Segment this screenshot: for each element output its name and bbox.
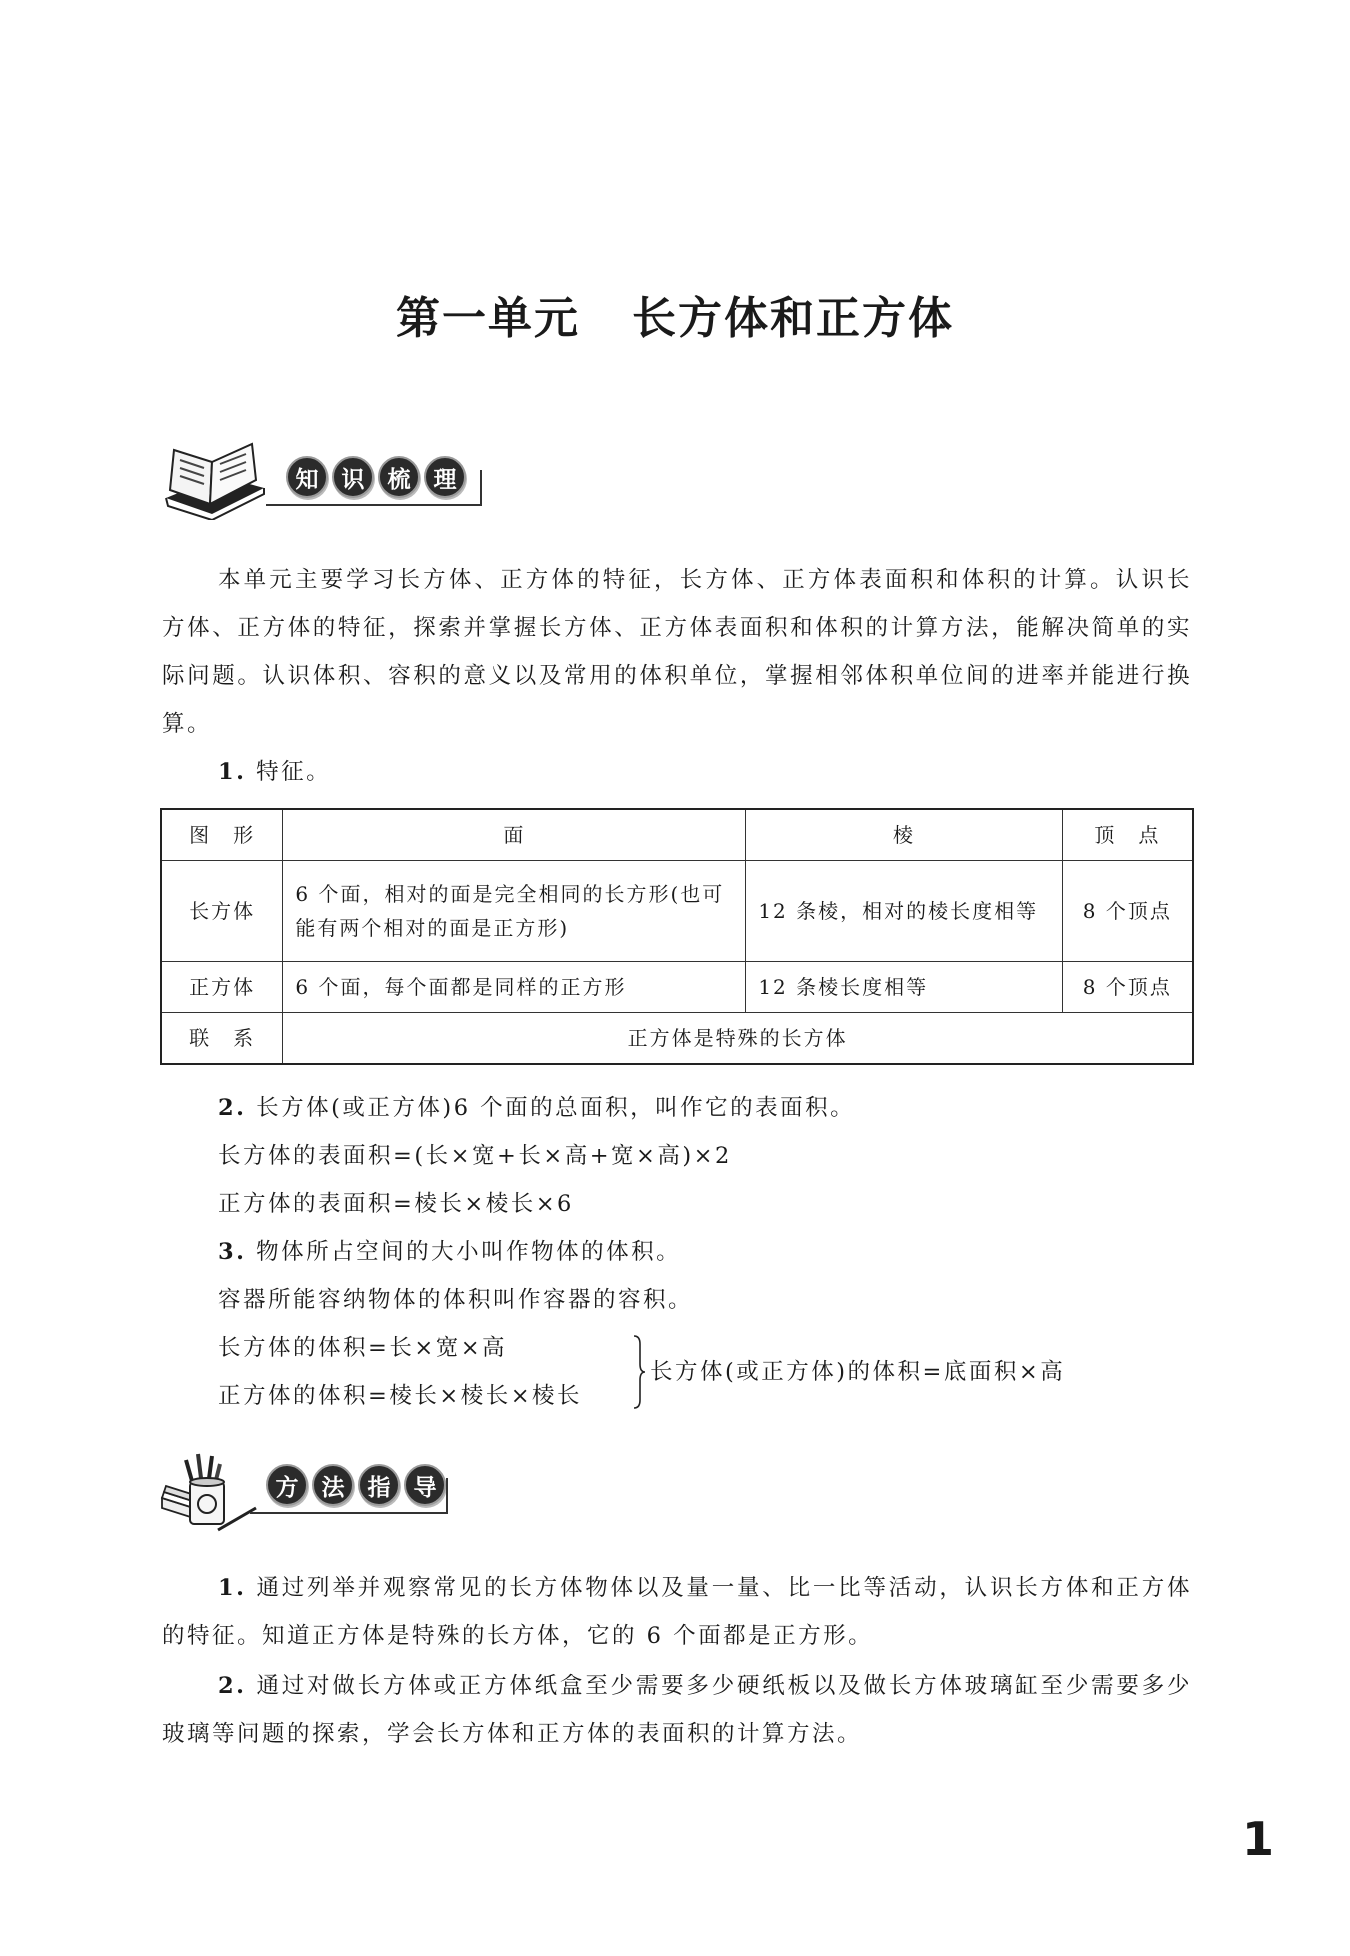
capacity-definition: 容器所能容纳物体的体积叫作容器的容积。 <box>218 1287 694 1313</box>
table-cell: 6 个面，相对的面是完全相同的长方形(也可能有两个相对的面是正方形) <box>283 861 746 962</box>
features-table <box>160 808 1194 1065</box>
title-badge: 知 <box>286 456 328 498</box>
table-header: 图 形 <box>161 809 283 861</box>
table-cell: 联 系 <box>161 1013 283 1065</box>
title-badge: 方 <box>266 1464 308 1506</box>
formula-cube-volume: 正方体的体积=棱长×棱长×棱长 <box>218 1383 583 1409</box>
table-cell: 12 条棱，相对的棱长度相等 <box>746 861 1062 962</box>
item-number: 2. <box>218 1673 247 1699</box>
table-row <box>161 962 1193 1013</box>
table-header: 面 <box>283 809 746 861</box>
item-text: 通过对做长方体或正方体纸盒至少需要多少硬纸板以及做长方体玻璃缸至少需要多少玻璃等问题的探索，学会长方体和正方体的表面积的计算方法。 <box>162 1673 1192 1747</box>
title-badge: 导 <box>404 1464 446 1506</box>
section-header-knowledge <box>160 440 490 520</box>
table-cell: 12 条棱长度相等 <box>746 962 1062 1013</box>
formula-cuboid-surface: 长方体的表面积=(长×宽+长×高+宽×高)×2 <box>218 1143 732 1169</box>
table-cell: 6 个面，每个面都是同样的正方形 <box>283 962 746 1013</box>
title-badge: 指 <box>358 1464 400 1506</box>
header-underline <box>250 1478 448 1514</box>
item-text: 长方体(或正方体)6 个面的总面积，叫作它的表面积。 <box>256 1095 856 1121</box>
pencil-cup-icon <box>160 1448 260 1534</box>
right-brace <box>632 1334 646 1410</box>
table-cell: 正方体 <box>161 962 283 1013</box>
item-number: 2. <box>218 1095 247 1121</box>
item-text: 特征。 <box>256 759 332 785</box>
table-row <box>161 861 1193 962</box>
section-header-method <box>160 1448 460 1528</box>
table-header: 顶 点 <box>1062 809 1193 861</box>
item-text: 物体所占空间的大小叫作物体的体积。 <box>256 1239 682 1265</box>
method-paragraph-2 <box>162 1662 1192 1758</box>
title-badge: 理 <box>424 456 466 498</box>
title-badge: 法 <box>312 1464 354 1506</box>
open-book-icon <box>160 440 270 520</box>
item-number: 1. <box>218 759 247 785</box>
table-cell: 8 个顶点 <box>1062 861 1193 962</box>
table-header: 棱 <box>746 809 1062 861</box>
method-paragraph-1 <box>162 1564 1192 1660</box>
intro-paragraph: 本单元主要学习长方体、正方体的特征，长方体、正方体表面积和体积的计算。认识长方体、正方体的特征，探索并掌握长方体、正方体表面积和体积的计算方法，能解决简单的实际问题。认识体积、容积的意义以及常用的体积单位，掌握相邻体积单位间的进率并能进行换算。 <box>162 567 1192 737</box>
unit-title <box>0 282 1350 346</box>
formula-cube-surface: 正方体的表面积=棱长×棱长×6 <box>218 1191 574 1217</box>
table-header-row <box>161 809 1193 861</box>
item-number: 1. <box>218 1575 247 1601</box>
title-badge: 梳 <box>378 456 420 498</box>
table-cell: 正方体是特殊的长方体 <box>283 1013 1193 1065</box>
formula-cuboid-volume: 长方体的体积=长×宽×高 <box>218 1335 508 1361</box>
item-features <box>218 754 331 786</box>
item-volume <box>218 1234 681 1266</box>
table-cell: 长方体 <box>161 861 283 962</box>
header-underline <box>266 470 482 506</box>
page-number: 1 <box>1242 1812 1275 1866</box>
unit-number: 第一单元 <box>396 293 580 344</box>
formula-general-volume: 长方体(或正方体)的体积=底面积×高 <box>650 1359 1066 1385</box>
title-badge: 识 <box>332 456 374 498</box>
item-text: 通过列举并观察常见的长方体物体以及量一量、比一比等活动，认识长方体和正方体的特征。知道正方体是特殊的长方体，它的 6 个面都是正方形。 <box>162 1575 1192 1649</box>
unit-name: 长方体和正方体 <box>632 293 954 344</box>
item-number: 3. <box>218 1239 247 1265</box>
table-cell: 8 个顶点 <box>1062 962 1193 1013</box>
table-row <box>161 1013 1193 1065</box>
item-surface-area <box>218 1090 855 1122</box>
